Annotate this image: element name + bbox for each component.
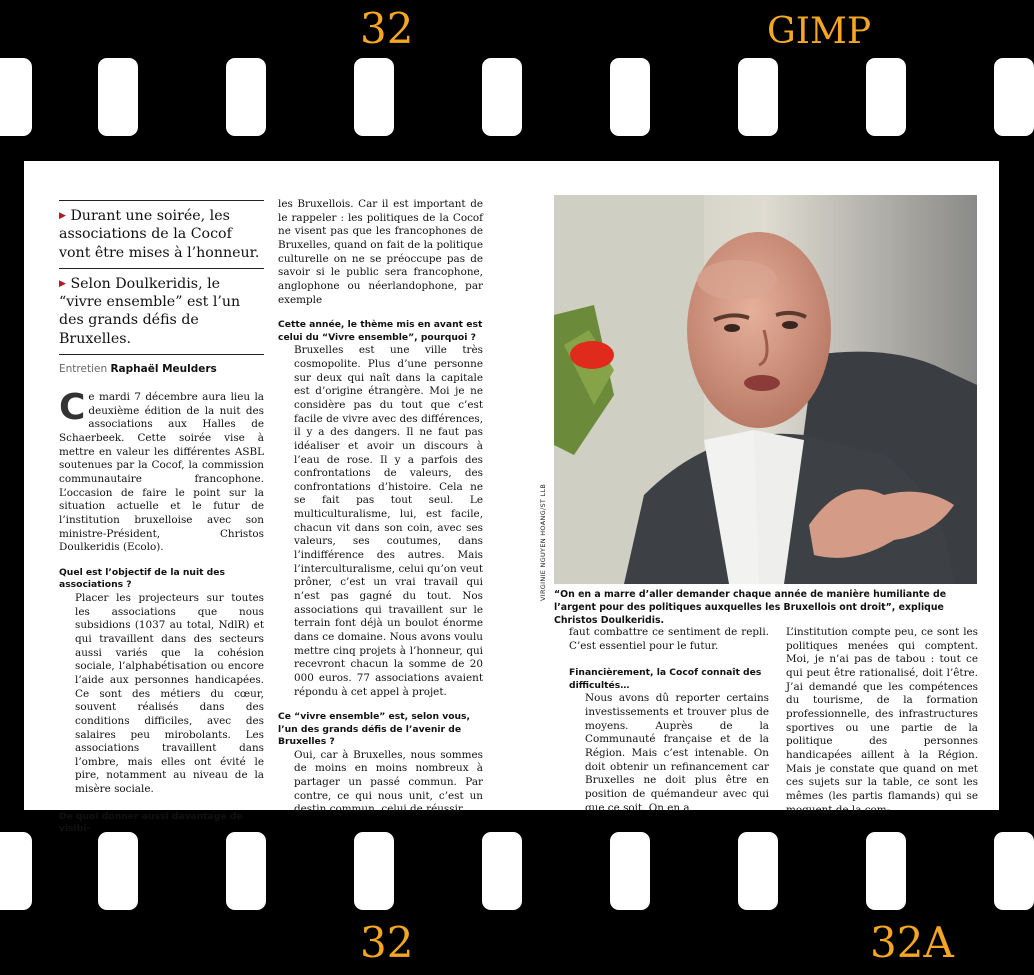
sprocket-hole: [226, 832, 266, 910]
interview-question: Cette année, le thème mis en avant est celui du “Vivre ensemble”, pourquoi ?: [278, 319, 483, 343]
sprocket-hole: [0, 58, 32, 136]
sprocket-hole: [354, 832, 394, 910]
interview-answer: Bruxelles est une ville très cosmopolite. Plus d’une personne sur deux qui naît dans la capitale est d’origine étrangère. Moi je ne considère pas du tout que c’est facile de vivre avec des différences, il y a des dangers. Il ne faut pas idéaliser et avoir un discours à l’eau de rose. Il y a parfois des confrontations de valeurs, des confrontations d’histoire. Cela ne se fait pas tout seul. Le multiculturalisme, lui, est facile, chacun vit dans son coin, avec ses valeurs, ses coutumes, dans l’indifférence des autres. Mais l’interculturalisme, celui qu’on veut prôner, c’est un vrai travail qui n’est pas gagné du tout. Nos associations qui travaillent sur le terrain font déjà un boulot énorme dans ce domaine. Nous avons voulu mettre cinq projets à l’honneur, qui recevront chacun la somme de 20 000 euros. 77 associations avaient répondu à cet appel à projet.: [294, 344, 483, 698]
article-paragraph: les Bruxellois. Car il est important de le rappeler : les politiques de la Cocof ne visent pas que les francophones de Bruxelles, quand on fait de la politique culturelle on ne se préoccupe pas de savoir si le public sera francophone, anglophone ou néerlandophone, par exemple: [278, 198, 483, 306]
sprocket-hole: [0, 832, 32, 910]
divider: [59, 200, 264, 201]
frame-number-bottom-right: 32A: [870, 918, 954, 967]
sprocket-hole: [482, 58, 522, 136]
article-column-4: [786, 626, 978, 817]
summary-bullet: [59, 275, 264, 348]
sprocket-hole: [354, 58, 394, 136]
interview-answer: Oui, car à Bruxelles, nous sommes de moins en moins nombreux à partager un passé commun. Par contre, ce qui nous unit, c’est un destin commun, celui de réussir: [294, 748, 483, 816]
sprocket-hole: [866, 58, 906, 136]
interview-answer: Nous avons dû reporter certains investissements et trouver plus de moyens. Auprès de la Communauté française et de la Région. Mais c’est intenable. On doit obtenir un refinancement car Bruxelles ne doit plus être en position de quémandeur avec qui que ce soit. On en a: [585, 692, 769, 814]
bullet-triangle-icon: ▶: [59, 211, 66, 221]
drop-cap: C: [59, 387, 86, 429]
sprocket-hole: [98, 58, 138, 136]
sprocket-row-top: [0, 58, 1023, 138]
photo-credit-text: VIRGINIE NGUYEN HOANG/ST LLB: [539, 483, 547, 601]
photo-caption: “On en a marre d’aller demander chaque année de manière humiliante de l’argent pour des politiques auxquelles les Bruxellois ont droit”, explique Christos Doulkeridis.: [554, 589, 947, 626]
interview-question: Quel est l’objectif de la nuit des associations ?: [59, 566, 225, 591]
sprocket-hole: [98, 832, 138, 910]
newspaper-page: [24, 161, 999, 835]
article-intro: [59, 387, 264, 555]
frame-number-top-left: 32: [360, 4, 414, 53]
sprocket-hole: [994, 58, 1034, 136]
sprocket-hole: [738, 58, 778, 136]
summary-bullet-text: Durant une soirée, les associations de la Cocof vont être mises à l’honneur.: [59, 208, 260, 261]
article-paragraph: faut combattre ce sentiment de repli. C’est essentiel pour le futur.: [569, 626, 769, 652]
byline: [59, 363, 264, 375]
byline-label: Entretien: [59, 363, 108, 376]
interview-question: De quoi donner aussi davantage de visibi-: [59, 810, 243, 835]
divider: [59, 354, 264, 355]
portrait-photo: [554, 195, 977, 584]
interview-question: Ce “vivre ensemble” est, selon vous, l’un des grands défis de l’avenir de Bruxelles ?: [278, 711, 471, 748]
article-column-2: [278, 161, 483, 817]
divider: [59, 268, 264, 269]
frame-number-bottom-left: 32: [360, 918, 414, 967]
brand-label-top-right: GIMP: [767, 11, 872, 52]
sprocket-hole: [866, 832, 906, 910]
sprocket-hole: [738, 832, 778, 910]
article-column-3: [569, 626, 769, 815]
photo-credit: [533, 461, 545, 601]
sprocket-hole: [610, 832, 650, 910]
article-intro-text: e mardi 7 décembre aura lieu la deuxième édition de la nuit des associations aux Halles de Schaerbeek. Cette soirée vise à mettre en valeur les différentes ASBL soutenues par la Cocof, la commission communautaire francophone. L’occasion de faire le point sur la situation actuelle et le futur de l’institution bruxelloise avec son ministre-Président, Christos Doulkeridis (Ecolo).: [59, 391, 264, 554]
interview-answer: Placer les projecteurs sur toutes les associations que nous subsidions (1037 au total, NdlR) et qui travaillent dans des secteurs aussi variés que la cohésion sociale, l’alphabétisation ou encore l’aide aux personnes handicapées. Ce sont des métiers du cœur, souvent réalisés dans des conditions difficiles, avec des salaires peu mirobolants. Les associations travaillent dans l’ombre, mais elles ont évité le pire, notamment au niveau de la misère sociale.: [75, 591, 264, 796]
sprocket-hole: [226, 58, 266, 136]
summary-bullet-text: Selon Doulkeridis, le “vivre ensemble” est l’un des grands défis de Bruxelles.: [59, 275, 241, 347]
article-paragraph: L’institution compte peu, ce sont les politiques menées qui comptent. Moi, je n’ai pas de tabou : tout ce qui peut être rationalisé, doit l’être. J’ai demandé que les compétences du tourisme, de la formation professionnelle, des infrastructures sportives ou une partie de la politique des personnes handicapées aillent à la Région. Mais je constate que quand on met ces sujets sur la table, ce sont les mêmes (les partis flamands) qui se moquent de la com-: [786, 626, 978, 816]
article-column-1: [59, 161, 264, 836]
sprocket-hole: [482, 832, 522, 910]
byline-author: Raphaël Meulders: [110, 363, 217, 376]
summary-bullet: [59, 207, 264, 262]
sprocket-row-bottom: [0, 832, 1023, 912]
bullet-triangle-icon: ▶: [59, 278, 66, 289]
interview-question: Financièrement, la Cocof connaît des difficultés…: [569, 667, 762, 691]
sprocket-hole: [610, 58, 650, 136]
sprocket-hole: [994, 832, 1034, 910]
interview-photo: [554, 195, 977, 584]
